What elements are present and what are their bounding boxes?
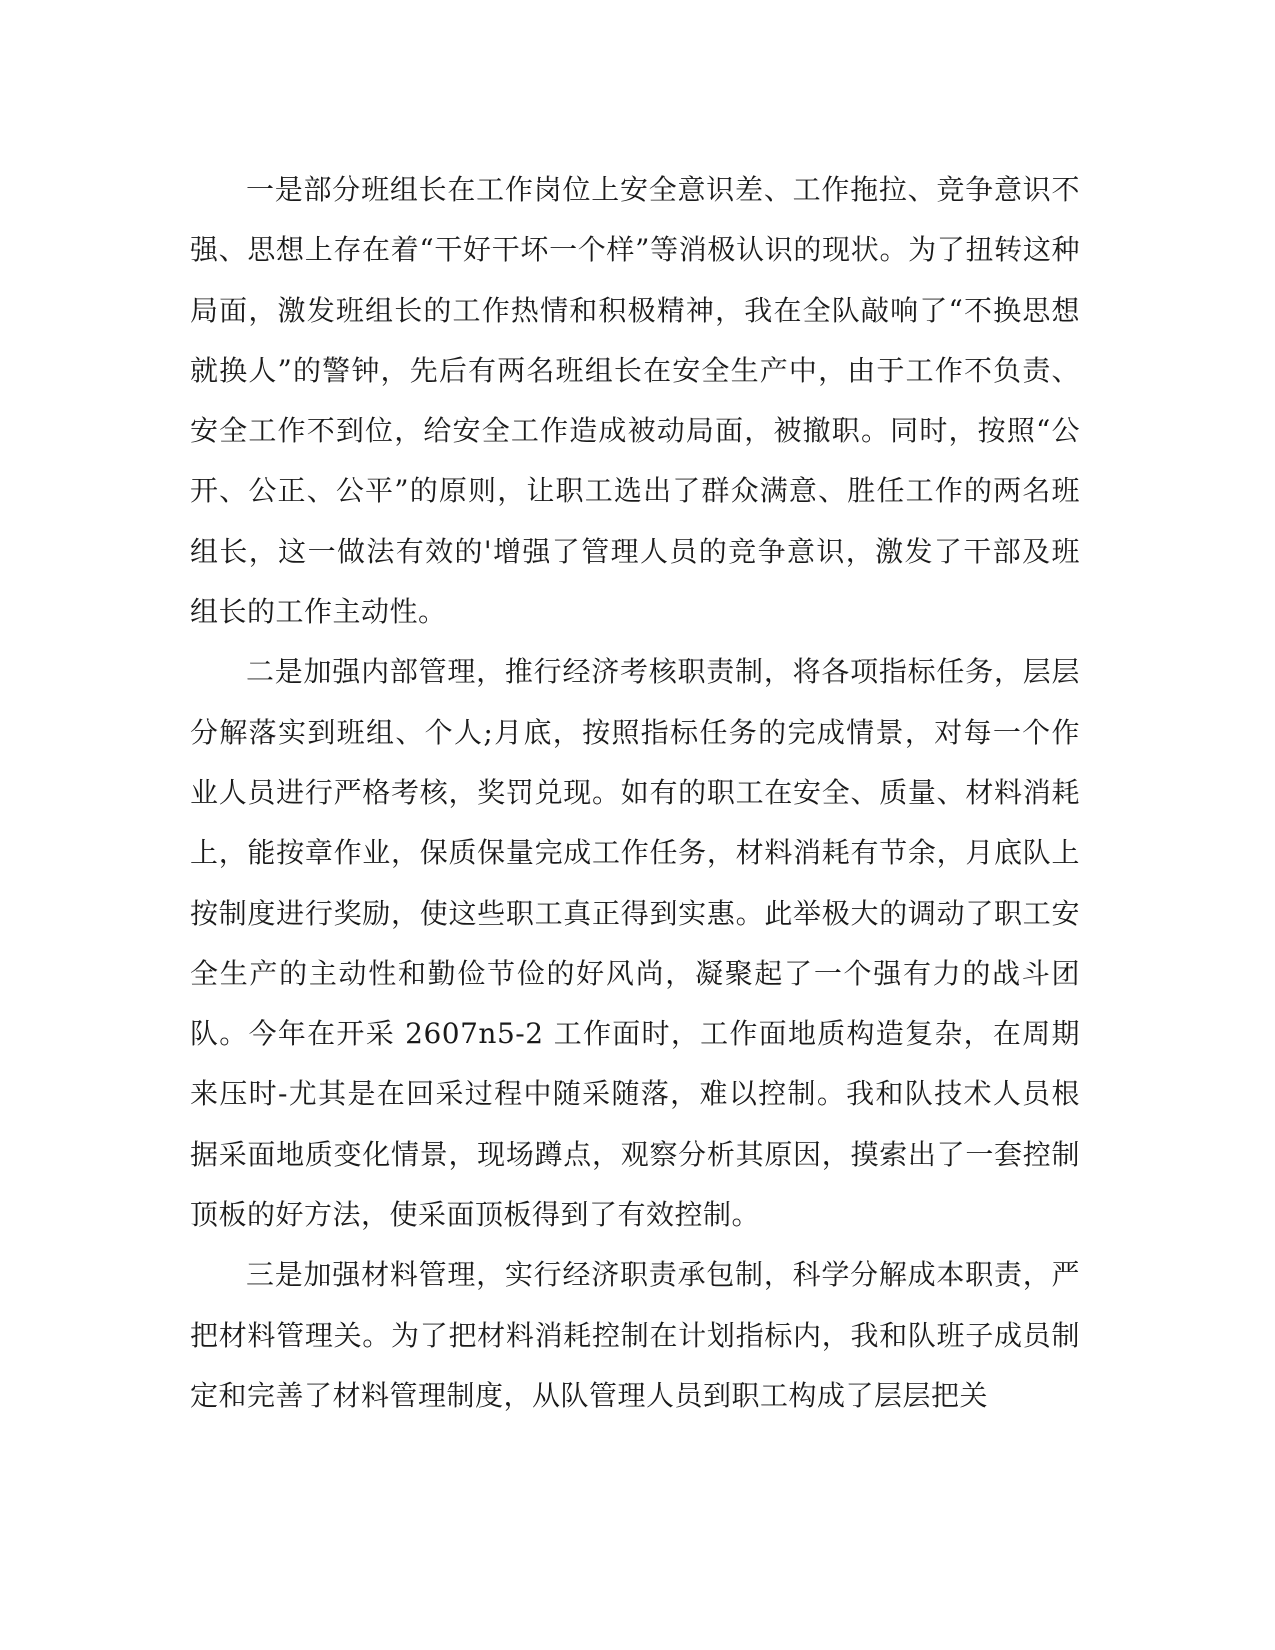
document-body: [190, 160, 1080, 1426]
paragraph-2: 二是加强内部管理，推行经济考核职责制，将各项指标任务，层层分解落实到班组、个人;月底，按照指标任务的完成情景，对每一个作业人员进行严格考核，奖罚兑现。如有的职工在安全、质量、材料消耗上，能按章作业，保质保量完成工作任务，材料消耗有节余，月底队上按制度进行奖励，使这些职工真正得到实惠。此举极大的调动了职工安全生产的主动性和勤俭节俭的好风尚，凝聚起了一个强有力的战斗团队。今年在开采 2607n5-2 工作面时，工作面地质构造复杂，在周期来压时-尤其是在回采过程中随采随落，难以控制。我和队技术人员根据采面地质变化情景，现场蹲点，观察分析其原因，摸索出了一套控制顶板的好方法，使采面顶板得到了有效控制。: [190, 655, 1080, 1232]
paragraph-3: 三是加强材料管理，实行经济职责承包制，科学分解成本职责，严把材料管理关。为了把材料消耗控制在计划指标内，我和队班子成员制定和完善了材料管理制度，从队管理人员到职工构成了层层把关: [190, 1258, 1080, 1412]
paragraph-1: 一是部分班组长在工作岗位上安全意识差、工作拖拉、竞争意识不强、思想上存在着“干好干坏一个样”等消极认识的现状。为了扭转这种局面，激发班组长的工作热情和积极精神，我在全队敲响了“不换思想就换人”的警钟，先后有两名班组长在安全生产中，由于工作不负责、安全工作不到位，给安全工作造成被动局面，被撤职。同时，按照“公开、公正、公平”的原则，让职工选出了群众满意、胜任工作的两名班组长，这一做法有效的'增强了管理人员的竞争意识，激发了干部及班组长的工作主动性。: [190, 173, 1080, 629]
